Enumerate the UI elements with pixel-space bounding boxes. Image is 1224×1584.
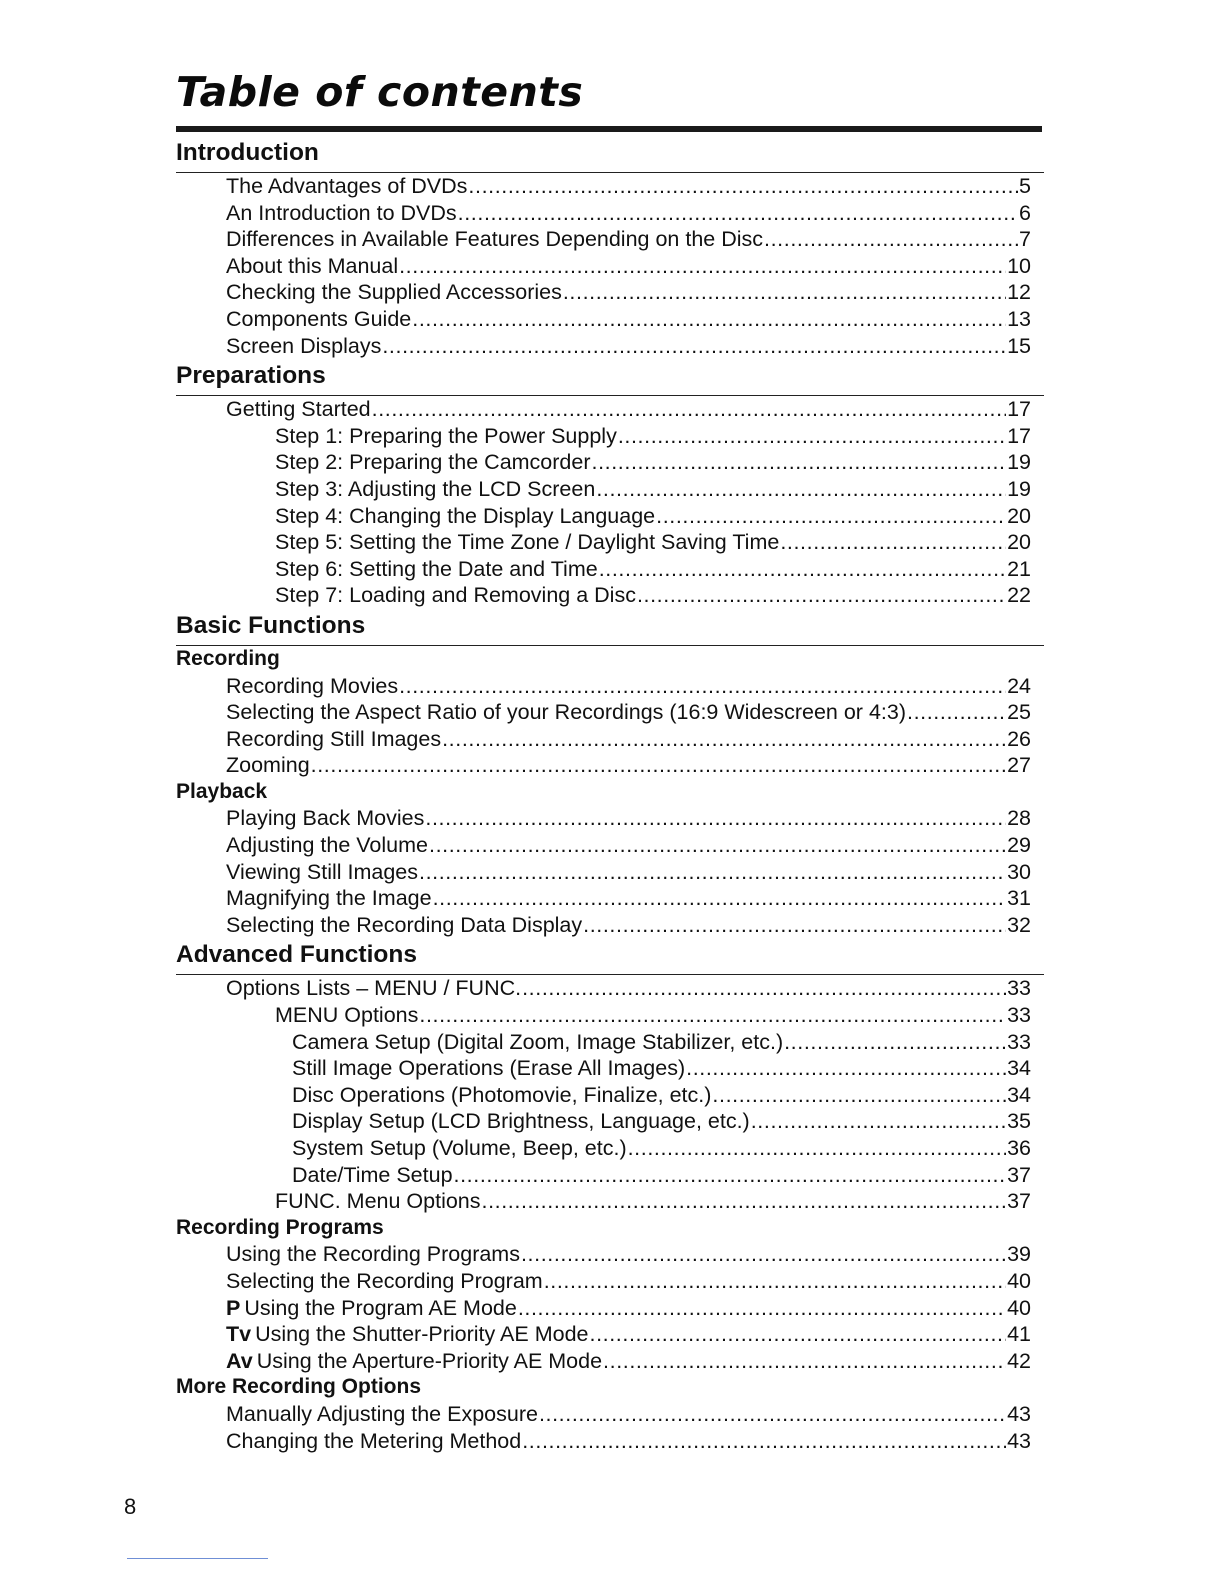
toc-entry-label [226, 699, 906, 726]
toc-entry[interactable] [226, 333, 1031, 360]
toc-entry[interactable] [226, 1295, 1031, 1322]
mode-prefix: P [226, 1295, 241, 1320]
dot-leader [590, 1321, 1007, 1348]
toc-entry-page: 43 [1007, 1401, 1031, 1426]
toc-entry-page: 17 [1007, 423, 1031, 448]
section-heading-preparations: Preparations [176, 359, 1044, 396]
toc-entry-label [226, 1268, 543, 1295]
toc-entry-text: Playing Back Movies [226, 806, 425, 831]
toc-entry[interactable] [226, 726, 1031, 753]
toc-entry-label [226, 885, 432, 912]
dot-leader [419, 859, 1006, 886]
toc-entry-text: Selecting the Recording Data Display [226, 912, 583, 937]
toc-entry-page: 22 [1007, 583, 1031, 608]
dot-leader [751, 1108, 1006, 1135]
dot-leader [628, 1135, 1006, 1162]
dot-leader [372, 396, 1006, 423]
toc-entry-text: FUNC. Menu Options [275, 1189, 481, 1214]
toc-entry-text: Display Setup (LCD Brightness, Language, etc.) [292, 1109, 750, 1134]
toc-entry-text: Date/Time Setup [292, 1162, 453, 1187]
toc-entry-label [226, 859, 418, 886]
toc-entry-page: 20 [1007, 530, 1031, 555]
dot-leader [482, 1188, 1007, 1215]
toc-entry[interactable] [226, 805, 1031, 832]
dot-leader [442, 726, 1006, 753]
toc-entry-label [226, 1428, 521, 1455]
toc-entry-page: 19 [1007, 476, 1031, 501]
toc-entry[interactable] [292, 1029, 1031, 1056]
toc-entry-page: 21 [1007, 556, 1031, 581]
toc-entry[interactable] [226, 200, 1031, 227]
toc-entry[interactable] [226, 173, 1031, 200]
dot-leader [412, 306, 1006, 333]
toc-entry-label [226, 1401, 538, 1428]
toc-entry-page: 29 [1007, 833, 1031, 858]
toc-entry-text: Recording Still Images [226, 726, 442, 751]
toc-entry[interactable] [292, 1108, 1031, 1135]
toc-entry-label [226, 333, 381, 360]
toc-entry-page: 24 [1007, 673, 1031, 698]
subsection-heading-playback: Playback [176, 779, 268, 803]
title-rule [176, 126, 1042, 132]
toc-entry[interactable] [226, 306, 1031, 333]
dot-leader [686, 1055, 1006, 1082]
dot-leader [399, 253, 1006, 280]
toc-entry-page: 33 [1007, 976, 1031, 1001]
toc-entry-label [226, 1295, 517, 1322]
toc-entry-text: Selecting the Aspect Ratio of your Recordings (16:9 Widescreen or 4:3) [226, 700, 906, 725]
toc-entry-label [275, 449, 591, 476]
mode-prefix: Av [226, 1348, 253, 1373]
toc-entry[interactable] [292, 1055, 1031, 1082]
toc-entry-text: Viewing Still Images [226, 859, 418, 884]
toc-entry-label [275, 582, 636, 609]
toc-entry-page: 12 [1007, 280, 1031, 305]
toc-entry-text: Changing the Metering Method [226, 1428, 522, 1453]
toc-entry[interactable] [226, 1348, 1031, 1375]
toc-entry-label [292, 1135, 627, 1162]
toc-entry-text: Step 4: Changing the Display Language [275, 503, 656, 528]
dot-leader [599, 556, 1006, 583]
dot-leader [458, 200, 1018, 227]
toc-entry-text: Using the Recording Programs [226, 1242, 520, 1267]
toc-entry[interactable] [226, 1321, 1031, 1348]
toc-entry-text: Adjusting the Volume [226, 833, 428, 858]
page-number: 8 [124, 1494, 137, 1519]
table-of-contents [0, 136, 1224, 1454]
toc-entry-text: Still Image Operations (Erase All Images) [292, 1056, 686, 1081]
toc-entry-text: An Introduction to DVDs [226, 200, 457, 225]
toc-entry-label [275, 476, 595, 503]
toc-entry-text: Differences in Available Features Depending on the Disc [226, 227, 764, 252]
dot-leader [382, 333, 1006, 360]
toc-entry-text: Step 5: Setting the Time Zone / Daylight Saving Time [275, 530, 780, 555]
toc-entry-label [226, 673, 398, 700]
toc-entry-label [226, 173, 467, 200]
toc-entry[interactable] [226, 279, 1031, 306]
toc-entry[interactable] [292, 1135, 1031, 1162]
toc-entry-page: 32 [1007, 912, 1031, 937]
toc-entry-label [226, 1241, 520, 1268]
dot-leader [522, 975, 1006, 1002]
toc-entry[interactable] [226, 226, 1031, 253]
toc-entry[interactable] [275, 476, 1031, 503]
toc-entry-text: Recording Movies [226, 673, 399, 698]
toc-entry-label [275, 529, 779, 556]
bottom-divider [127, 1558, 268, 1559]
toc-entry-label [292, 1162, 453, 1189]
dot-leader [419, 1002, 1006, 1029]
toc-entry-page: 27 [1007, 753, 1031, 778]
toc-entry-page: 41 [1007, 1322, 1031, 1347]
toc-entry-label [226, 752, 310, 779]
subsection-heading-recording: Recording [176, 646, 280, 670]
toc-entry-label [226, 1321, 589, 1348]
toc-entry[interactable] [226, 396, 1031, 423]
dot-leader [583, 912, 1006, 939]
dot-leader [780, 529, 1006, 556]
toc-entry-label [226, 1348, 602, 1375]
toc-entry-page: 20 [1007, 503, 1031, 528]
dot-leader [544, 1268, 1006, 1295]
mode-prefix: Tv [226, 1322, 252, 1347]
toc-entry[interactable] [275, 423, 1031, 450]
toc-entry[interactable] [226, 1401, 1031, 1428]
toc-entry[interactable] [226, 975, 1031, 1002]
toc-entry[interactable] [292, 1082, 1031, 1109]
dot-leader [521, 1241, 1006, 1268]
toc-entry-page: 33 [1007, 1003, 1031, 1028]
toc-entry-page: 37 [1007, 1189, 1031, 1214]
toc-entry-text: Step 1: Preparing the Power Supply [275, 423, 617, 448]
toc-entry-label [292, 1029, 783, 1056]
dot-leader [784, 1029, 1006, 1056]
toc-entry[interactable] [275, 556, 1031, 583]
dot-leader [656, 503, 1006, 530]
toc-entry-label [226, 200, 457, 227]
toc-entry-text: Selecting the Recording Program [226, 1268, 543, 1293]
toc-entry[interactable] [226, 699, 1031, 726]
toc-entry-text: System Setup (Volume, Beep, etc.) [292, 1136, 627, 1160]
toc-entry-page: 15 [1007, 333, 1031, 358]
toc-entry[interactable] [292, 1162, 1031, 1189]
toc-entry-page: 39 [1007, 1242, 1031, 1267]
toc-entry-label [292, 1082, 711, 1109]
dot-leader [603, 1348, 1006, 1375]
toc-entry-text: MENU Options [275, 1003, 419, 1028]
toc-entry-text: Disc Operations (Photomovie, Finalize, etc.) [292, 1082, 712, 1107]
toc-entry[interactable] [226, 1268, 1031, 1295]
toc-entry[interactable] [226, 752, 1031, 779]
toc-entry-label [226, 396, 371, 423]
toc-entry-label [226, 832, 428, 859]
toc-entry-label [226, 726, 441, 753]
section-heading-introduction: Introduction [176, 136, 1044, 173]
toc-entry-label [275, 1002, 418, 1029]
dot-leader [522, 1428, 1006, 1455]
toc-entry[interactable] [226, 832, 1031, 859]
toc-entry[interactable] [226, 912, 1031, 939]
toc-entry-page: 33 [1007, 1029, 1031, 1054]
page-title: Table of contents [176, 68, 584, 116]
section-heading-basic-functions: Basic Functions [176, 609, 1044, 646]
toc-entry-page: 6 [1019, 200, 1031, 225]
toc-entry-page: 43 [1007, 1428, 1031, 1453]
toc-entry[interactable] [275, 1188, 1031, 1215]
toc-entry-text: The Advantages of DVDs [226, 174, 468, 198]
toc-entry-page: 5 [1019, 174, 1031, 198]
toc-entry-text: Step 7: Loading and Removing a Disc [275, 583, 636, 608]
toc-entry-label [275, 503, 655, 530]
dot-leader [592, 449, 1007, 476]
toc-entry-page: 31 [1007, 886, 1031, 911]
dot-leader [637, 582, 1006, 609]
toc-entry[interactable] [275, 582, 1031, 609]
toc-entry[interactable] [226, 673, 1031, 700]
toc-entry-page: 36 [1007, 1136, 1031, 1160]
dot-leader [433, 885, 1007, 912]
toc-entry-text: Using the Shutter-Priority AE Mode [255, 1322, 589, 1347]
toc-entry-text: Camera Setup (Digital Zoom, Image Stabilizer, etc.) [292, 1029, 784, 1054]
toc-entry[interactable] [226, 1241, 1031, 1268]
toc-entry[interactable] [226, 1428, 1031, 1455]
dot-leader [399, 673, 1006, 700]
toc-entry-page: 35 [1007, 1109, 1031, 1134]
toc-entry-text: Magnifying the Image [226, 886, 432, 911]
toc-entry-page: 10 [1007, 253, 1031, 278]
toc-entry-page: 25 [1007, 700, 1031, 725]
toc-entry-label [292, 1055, 685, 1082]
subsection-heading-recording-programs: Recording Programs [176, 1215, 384, 1239]
toc-entry[interactable] [275, 1002, 1031, 1029]
toc-entry-label [226, 279, 562, 306]
dot-leader [429, 832, 1006, 859]
toc-entry-text: Step 2: Preparing the Camcorder [275, 450, 591, 475]
toc-entry-page: 42 [1007, 1348, 1031, 1373]
toc-entry[interactable] [226, 253, 1031, 280]
toc-entry-page: 17 [1007, 397, 1031, 422]
dot-leader [907, 699, 1006, 726]
toc-entry-page: 13 [1007, 306, 1031, 331]
toc-entry-text: Step 3: Adjusting the LCD Screen [275, 476, 596, 501]
toc-entry[interactable] [275, 529, 1031, 556]
toc-entry[interactable] [226, 885, 1031, 912]
toc-entry-page: 28 [1007, 806, 1031, 831]
dot-leader [425, 805, 1006, 832]
toc-entry-label [275, 423, 617, 450]
toc-entry-page: 30 [1007, 859, 1031, 884]
section-heading-advanced-functions: Advanced Functions [176, 938, 1044, 975]
toc-entry[interactable] [226, 859, 1031, 886]
toc-entry-page: 40 [1007, 1295, 1031, 1320]
toc-entry-label [226, 805, 424, 832]
toc-entry-page: 34 [1007, 1082, 1031, 1107]
toc-entry-text: Components Guide [226, 306, 412, 331]
toc-entry-label [275, 556, 598, 583]
toc-entry-label [292, 1108, 750, 1135]
dot-leader [539, 1401, 1006, 1428]
toc-entry-text: Options Lists – MENU / FUNC. [226, 976, 522, 1001]
dot-leader [563, 279, 1006, 306]
subsection-heading-more-recording-options: More Recording Options [176, 1375, 422, 1399]
toc-entry-text: Zooming [226, 753, 310, 778]
toc-entry-label [226, 306, 411, 333]
toc-entry-page: 37 [1007, 1162, 1031, 1187]
toc-entry-text: Using the Program AE Mode [244, 1295, 517, 1320]
dot-leader [518, 1295, 1006, 1322]
dot-leader [468, 173, 1018, 200]
toc-entry-label [226, 253, 398, 280]
toc-entry[interactable] [275, 503, 1031, 530]
toc-entry-page: 19 [1007, 450, 1031, 475]
toc-entry-text: About this Manual [226, 253, 399, 278]
toc-entry-page: 7 [1019, 227, 1031, 252]
dot-leader [618, 423, 1006, 450]
toc-entry-label [226, 975, 521, 1002]
dot-leader [596, 476, 1006, 503]
toc-entry-text: Step 6: Setting the Date and Time [275, 556, 598, 581]
toc-entry-text: Getting Started [226, 397, 371, 422]
dot-leader [764, 226, 1018, 253]
toc-entry-label [226, 912, 582, 939]
toc-entry-text: Using the Aperture-Priority AE Mode [256, 1348, 603, 1373]
toc-entry-page: 40 [1007, 1268, 1031, 1293]
toc-entry-label [226, 226, 763, 253]
toc-entry-text: Screen Displays [226, 333, 382, 358]
toc-entry-label [275, 1188, 481, 1215]
toc-entry-text: Manually Adjusting the Exposure [226, 1401, 538, 1426]
toc-entry[interactable] [275, 449, 1031, 476]
toc-entry-text: Checking the Supplied Accessories [226, 280, 562, 305]
dot-leader [311, 752, 1006, 779]
dot-leader [712, 1082, 1006, 1109]
toc-entry-page: 26 [1007, 726, 1031, 751]
dot-leader [454, 1162, 1007, 1189]
toc-entry-page: 34 [1007, 1056, 1031, 1081]
